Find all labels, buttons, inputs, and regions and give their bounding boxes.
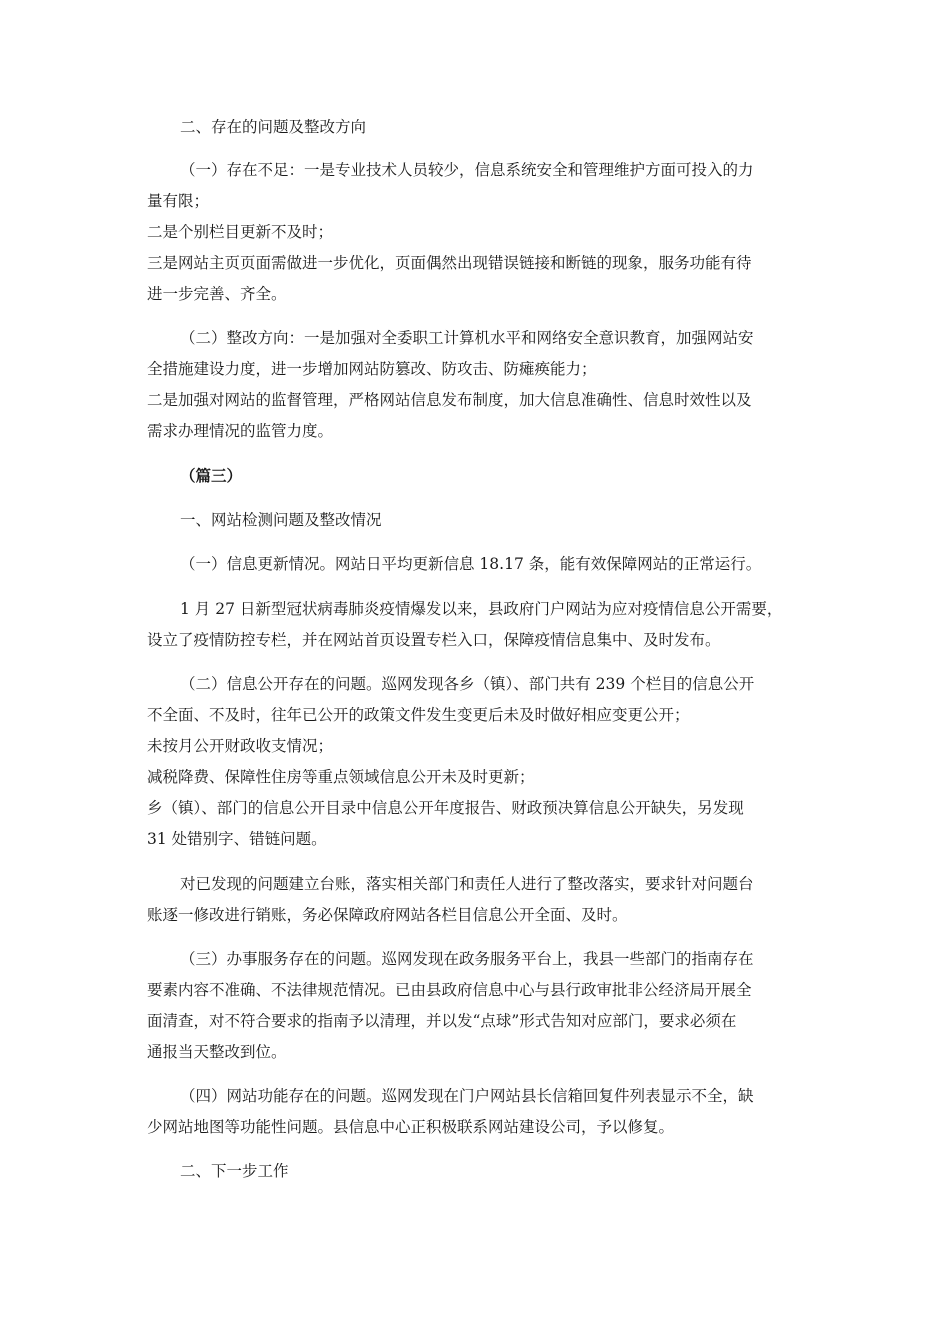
paragraph-line: 面清查，对不符合要求的指南予以清理，并以发“点球”形式告知对应部门，要求必须在 bbox=[147, 1012, 737, 1030]
paragraph-line: 二是加强对网站的监督管理，严格网站信息发布制度，加大信息准确性、信息时效性以及 bbox=[147, 391, 752, 409]
chapter-heading bbox=[147, 460, 807, 491]
paragraph-line: （三）办事服务存在的问题。巡网发现在政务服务平台上，我县一些部门的指南存在 bbox=[180, 950, 754, 968]
paragraph-line: 未按月公开财政收支情况； bbox=[147, 737, 334, 755]
section-heading-next-steps bbox=[147, 1156, 807, 1187]
paragraph-line: （二）信息公开存在的问题。巡网发现各乡（镇）、部门共有 239 个栏目的信息公开 bbox=[180, 675, 755, 693]
paragraph-rectification-direction bbox=[147, 323, 807, 447]
paragraph-line: 三是网站主页页面需做进一步优化，页面偶然出现错误链接和断链的现象，服务功能有待 bbox=[147, 254, 752, 272]
section-heading-detection bbox=[147, 505, 807, 536]
paragraph-function-problems bbox=[147, 1081, 807, 1143]
heading-text: 二、下一步工作 bbox=[180, 1162, 289, 1180]
paragraph-line: （一）信息更新情况。网站日平均更新信息 18.17 条，能有效保障网站的正常运行。 bbox=[180, 555, 762, 573]
paragraph-disclosure-problems bbox=[147, 669, 807, 855]
paragraph-line: 对已发现的问题建立台账，落实相关部门和责任人进行了整改落实，要求针对问题台 bbox=[180, 875, 754, 893]
paragraph-epidemic-column bbox=[147, 594, 807, 656]
section-heading-problems bbox=[147, 112, 807, 143]
paragraph-line: 乡（镇）、部门的信息公开目录中信息公开年度报告、财政预决算信息公开缺失，另发现 bbox=[147, 799, 744, 817]
paragraph-line: 进一步完善、齐全。 bbox=[147, 285, 287, 303]
paragraph-line: 需求办理情况的监管力度。 bbox=[147, 422, 334, 440]
paragraph-shortcomings bbox=[147, 155, 807, 310]
paragraph-line: 账逐一修改进行销账，务必保障政府网站各栏目信息公开全面、及时。 bbox=[147, 906, 628, 924]
paragraph-line: 少网站地图等功能性问题。县信息中心正积极联系网站建设公司，予以修复。 bbox=[147, 1118, 675, 1136]
paragraph-line: 通报当天整改到位。 bbox=[147, 1043, 287, 1061]
paragraph-line: 1 月 27 日新型冠状病毒肺炎疫情爆发以来，县政府门户网站为应对疫情信息公开需要， bbox=[180, 600, 783, 618]
paragraph-line: （二）整改方向：一是加强对全委职工计算机水平和网络安全意识教育，加强网站安 bbox=[180, 329, 754, 347]
paragraph-line: 31 处错别字、错链问题。 bbox=[147, 830, 327, 848]
paragraph-line: 二是个别栏目更新不及时； bbox=[147, 223, 334, 241]
paragraph-info-update bbox=[147, 549, 807, 580]
heading-text: 二、存在的问题及整改方向 bbox=[180, 118, 367, 136]
paragraph-line: 减税降费、保障性住房等重点领域信息公开未及时更新； bbox=[147, 768, 535, 786]
paragraph-line: 要素内容不准确、不法律规范情况。已由县政府信息中心与县行政审批非公经济局开展全 bbox=[147, 981, 752, 999]
paragraph-service-problems bbox=[147, 944, 807, 1068]
paragraph-line: 设立了疫情防控专栏，并在网站首页设置专栏入口，保障疫情信息集中、及时发布。 bbox=[147, 631, 721, 649]
paragraph-ledger bbox=[147, 869, 807, 931]
chapter-title: （篇三） bbox=[180, 466, 243, 485]
paragraph-line: 全措施建设力度，进一步增加网站防篡改、防攻击、防瘫痪能力； bbox=[147, 360, 597, 378]
paragraph-line: （一）存在不足：一是专业技术人员较少，信息系统安全和管理维护方面可投入的力 bbox=[180, 161, 754, 179]
heading-text: 一、网站检测问题及整改情况 bbox=[180, 511, 382, 529]
paragraph-line: （四）网站功能存在的问题。巡网发现在门户网站县长信箱回复件列表显示不全，缺 bbox=[180, 1087, 754, 1105]
paragraph-line: 量有限； bbox=[147, 192, 210, 210]
paragraph-line: 不全面、不及时，往年已公开的政策文件发生变更后未及时做好相应变更公开； bbox=[147, 706, 690, 724]
